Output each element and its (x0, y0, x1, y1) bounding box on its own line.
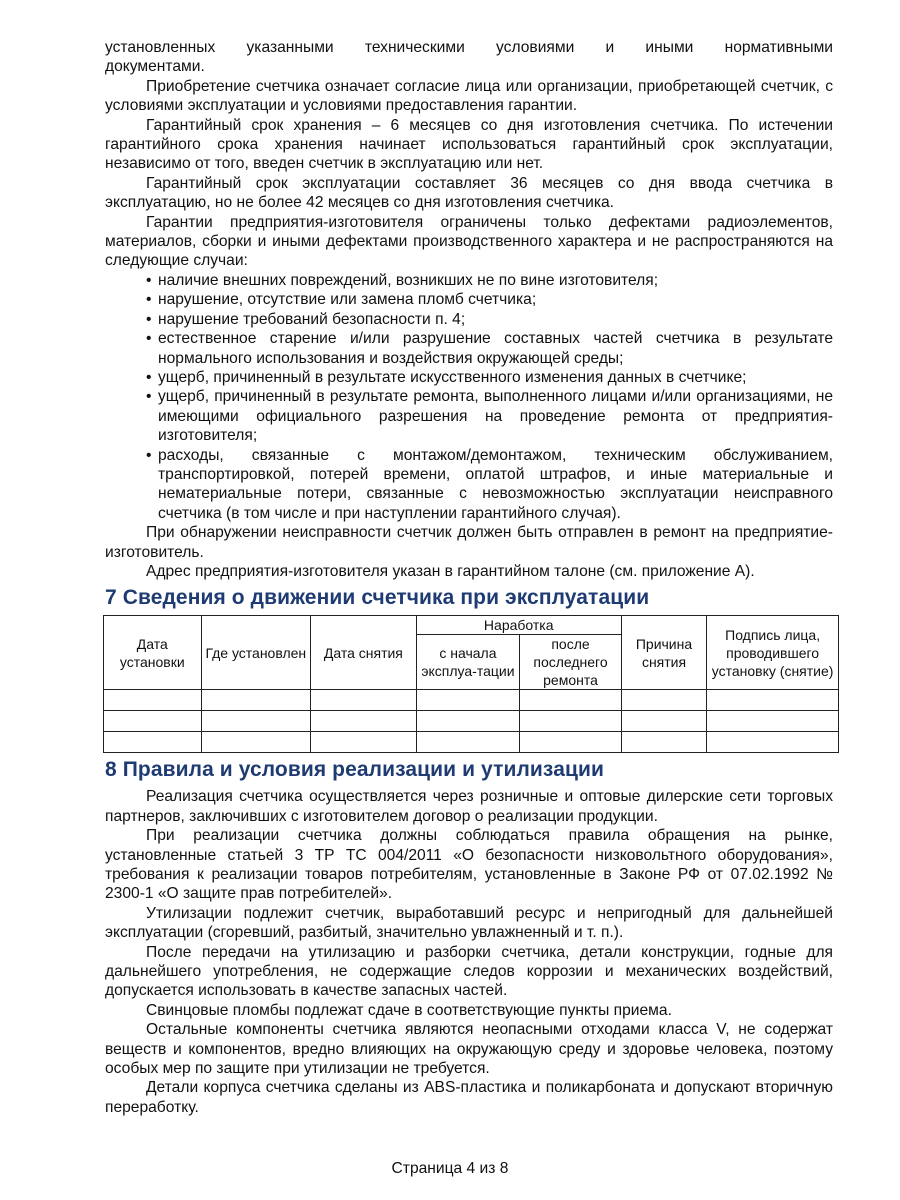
paragraph-continuation-end: документами. (105, 58, 205, 76)
bullet-icon: • (146, 446, 152, 464)
bullet-icon: • (146, 291, 152, 309)
movement-table (103, 615, 839, 753)
list-item: • расходы, связанные с монтажом/демонтажом, техническим обслуживанием, транспортировкой, потерей времени, оплатой штрафов, и иные материальные и нематериальные потери, связанные с невозможностью эксплуатации неисправного счетчика (в том числе и при наступлении гарантийного случая). (146, 446, 833, 522)
table-row (104, 732, 839, 753)
bullet-icon: • (146, 388, 152, 406)
header-removal-date: Дата снятия (311, 616, 417, 690)
paragraph-disposal: Утилизации подлежит счетчик, выработавший ресурс и непригодный для дальнейшей эксплуатации (сгоревший, разбитый, значительно увлажненный и т. п.). (105, 904, 833, 942)
list-item: • нарушение требований безопасности п. 4; (146, 310, 466, 328)
table-row (104, 711, 839, 732)
document-page (105, 38, 833, 1117)
page-number: Страница 4 из 8 (391, 1160, 509, 1177)
paragraph-continuation: установленных указанными техническими условиями и иными нормативными (105, 39, 833, 56)
header-reason: Причина снятия (621, 616, 706, 690)
bullet-icon: • (146, 310, 152, 328)
paragraph-components: Остальные компоненты счетчика являются неопасными отходами класса V, не содержат веществ и компонентов, вредно влияющих на окружающую среду и здоровье человека, поэтому особых мер по защите при утилизации не требуется. (105, 1021, 833, 1078)
header-since-repair: после последнего ремонта (520, 635, 622, 690)
table-row (104, 690, 839, 711)
paragraph-sales-rules: При реализации счетчика должны соблюдаться правила обращения на рынке, установленные статьей 3 ТР ТС 004/2011 «О безопасности низковольтного оборудования», требования к реализации товаров потребителям, установленные в Законе РФ от 07.02.1992 № 2300-1 «О защите прав потребителей». (105, 827, 833, 903)
header-operating: Наработка (416, 616, 621, 635)
paragraph-address: Адрес предприятия-изготовителя указан в гарантийном талоне (см. приложение А). (146, 562, 755, 580)
bullet-icon: • (146, 271, 152, 289)
list-item: • ущерб, причиненный в результате искусственного изменения данных в счетчике; (146, 368, 747, 386)
header-signature: Подпись лица, проводившего установку (снятие) (707, 616, 839, 690)
header-install-date: Дата установки (104, 616, 202, 690)
header-where: Где установлен (201, 616, 311, 690)
header-since-start: с начала эксплуа-тации (416, 635, 520, 690)
paragraph-seals: Свинцовые пломбы подлежат сдаче в соответствующие пункты приема. (146, 1001, 672, 1019)
paragraph-repair: При обнаружении неисправности счетчик должен быть отправлен в ремонт на предприятие-изготовитель. (105, 524, 833, 561)
paragraph-warranty-limits: Гарантии предприятия-изготовителя ограничены только дефектами радиоэлементов, материалов, сборки и иными дефектами производственного характера и не распространяются на следующие случаи: (105, 213, 833, 270)
paragraph-disassembly: После передачи на утилизацию и разборки счетчика, детали конструкции, годные для дальнейшего употребления, не содержащие следов коррозии и механических воздействий, допускается использовать в качестве запасных частей. (105, 943, 833, 1000)
table-header-row (104, 616, 839, 635)
paragraph-storage-warranty: Гарантийный срок хранения – 6 месяцев со дня изготовления счетчика. По истечении гарантийного срока хранения начинает использоваться гарантийный срок эксплуатации, независимо от того, введен счетчик в эксплуатацию или нет. (105, 116, 833, 173)
list-item: • наличие внешних повреждений, возникших не по вине изготовителя; (146, 271, 659, 289)
bullet-icon: • (146, 368, 152, 386)
list-item: • ущерб, причиненный в результате ремонта, выполненного лицами и/или организациями, не имеющими официального разрешения на проведение ремонта от предприятия-изготовителя; (146, 388, 833, 445)
paragraph-housing: Детали корпуса счетчика сделаны из ABS-пластика и поликарбоната и допускают вторичную переработку. (105, 1079, 833, 1116)
bullet-icon: • (146, 330, 152, 348)
paragraph-operation-warranty: Гарантийный срок эксплуатации составляет 36 месяцев со дня ввода счетчика в эксплуатацию, но не более 42 месяцев со дня изготовления счетчика. (105, 174, 833, 212)
paragraph-sales: Реализация счетчика осуществляется через розничные и оптовые дилерские сети торговых партнеров, заключивших с изготовителем договор о реализации продукции. (105, 788, 833, 825)
section-7-title: 7 Сведения о движении счетчика при эксплуатации (105, 586, 650, 610)
exclusions-list (105, 271, 833, 523)
paragraph-purchase: Приобретение счетчика означает согласие лица или организации, приобретающей счетчик, с условиями эксплуатации и условиями предоставления гарантии. (105, 77, 833, 115)
list-item: • естественное старение и/или разрушение составных частей счетчика в результате нормального использования и воздействия окружающей среды; (146, 330, 833, 367)
list-item: • нарушение, отсутствие или замена пломб счетчика; (146, 291, 537, 309)
section-8-title: 8 Правила и условия реализации и утилизации (105, 758, 604, 782)
